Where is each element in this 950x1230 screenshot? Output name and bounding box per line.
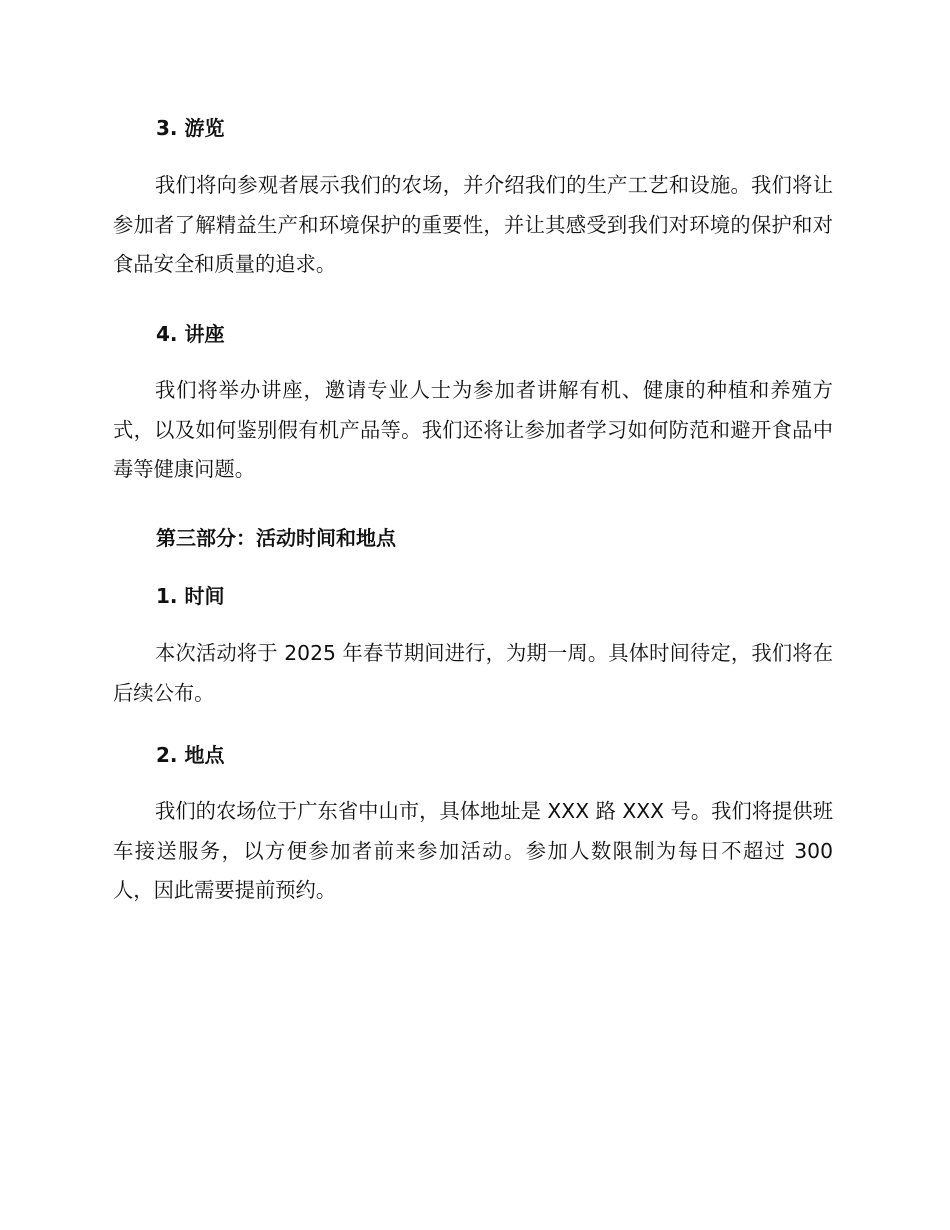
section-heading-place: 2. 地点	[156, 743, 225, 767]
section-paragraph-lecture: 我们将举办讲座，邀请专业人士为参加者讲解有机、健康的种植和养殖方式，以及如何鉴别假有机产品等。我们还将让参加者学习如何防范和避开食品中毒等健康问题。	[113, 378, 833, 481]
section-paragraph-tour: 我们将向参观者展示我们的农场，并介绍我们的生产工艺和设施。我们将让参加者了解精益生产和环境保护的重要性，并让其感受到我们对环境的保护和对食品安全和质量的追求。	[113, 173, 833, 276]
section-heading-time: 1. 时间	[156, 584, 225, 608]
section-paragraph-place: 我们的农场位于广东省中山市，具体地址是 XXX 路 XXX 号。我们将提供班车接送服务，以方便参加者前来参加活动。参加人数限制为每日不超过 300 人，因此需要提前预约。	[113, 799, 833, 902]
section-heading-tour: 3. 游览	[156, 116, 225, 140]
section-paragraph-time: 本次活动将于 2025 年春节期间进行，为期一周。具体时间待定，我们将在后续公布。	[113, 641, 833, 705]
part-heading-time-and-place: 第三部分：活动时间和地点	[156, 526, 396, 550]
section-heading-lecture: 4. 讲座	[156, 322, 225, 346]
